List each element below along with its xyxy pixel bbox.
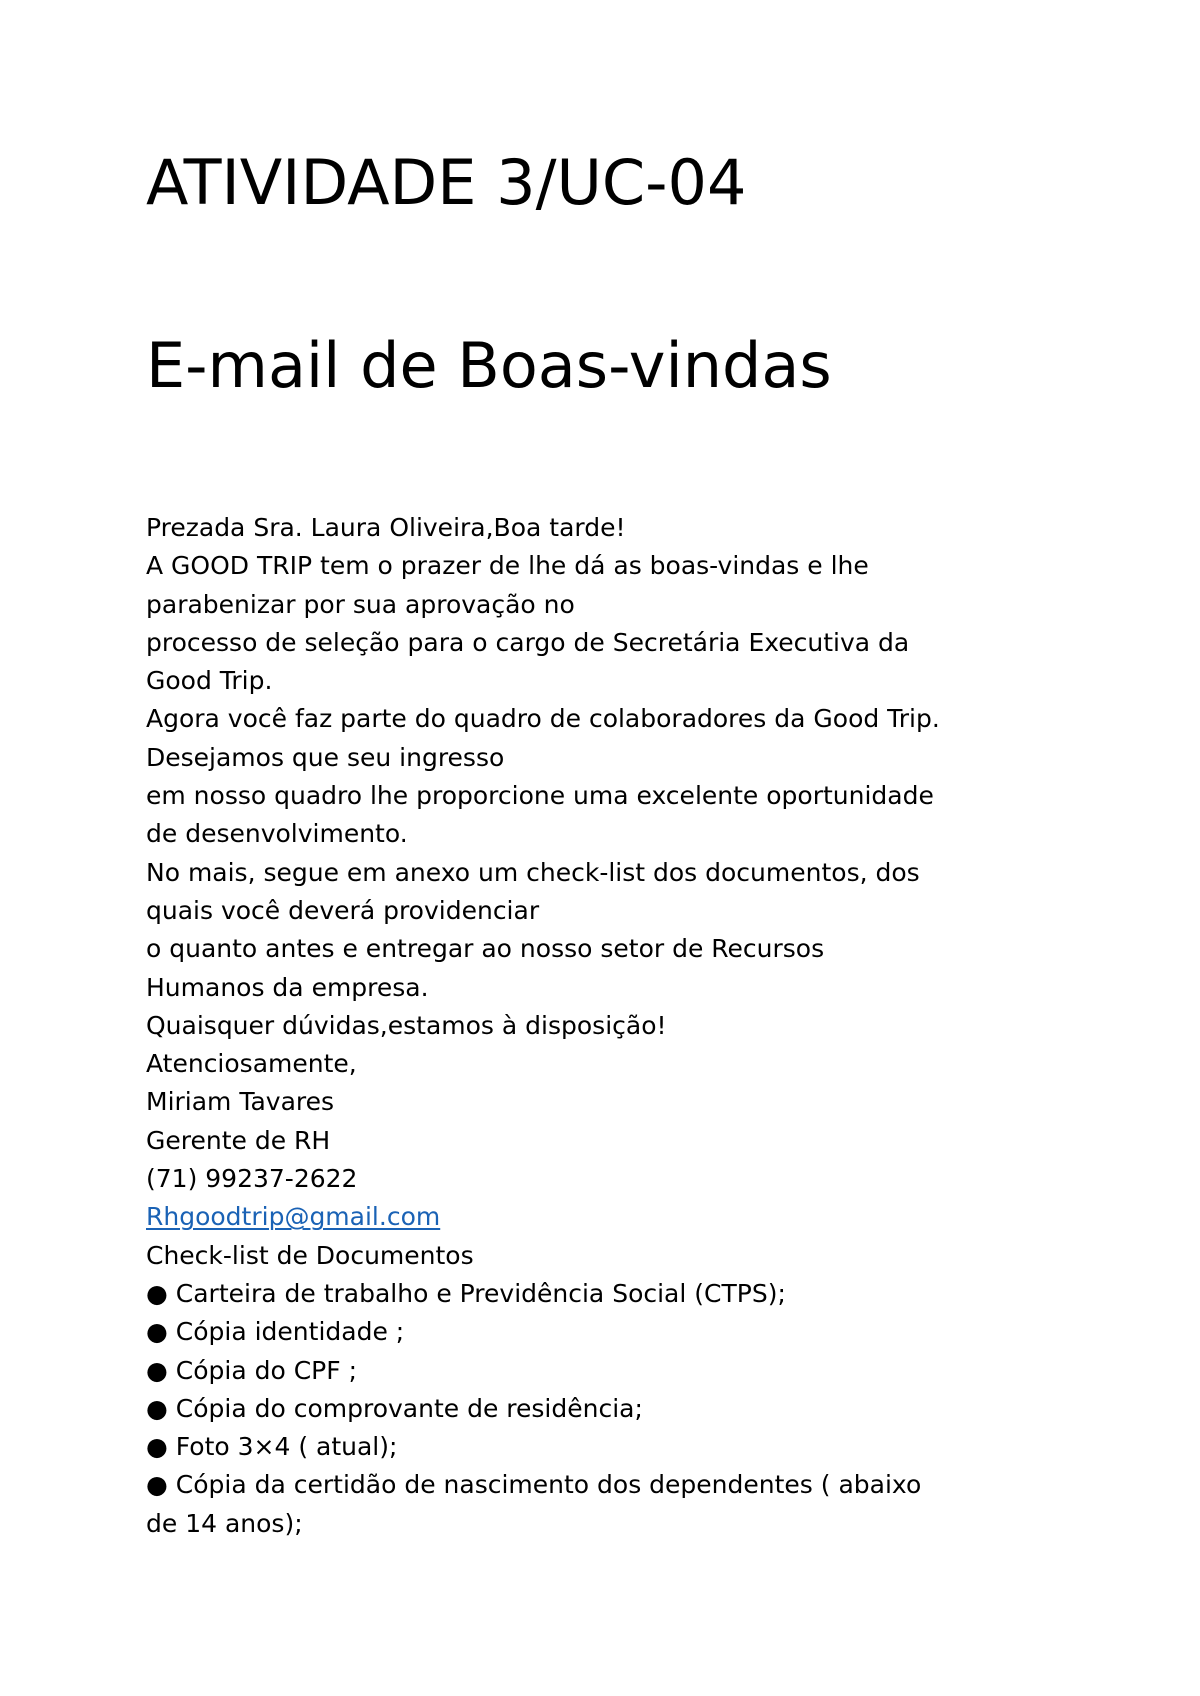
body-line: o quanto antes e entregar ao nosso setor de Recursos	[146, 934, 825, 964]
document-subtitle: E-mail de Boas-vindas	[146, 329, 832, 402]
checklist-item-text: Cópia da certidão de nascimento dos dependentes ( abaixo	[175, 1470, 922, 1500]
body-line: A GOOD TRIP tem o prazer de lhe dá as boas-vindas e lhe	[146, 551, 869, 581]
checklist-item	[146, 1428, 1066, 1466]
signature-role: Gerente de RH	[146, 1125, 331, 1155]
checklist-item-text: Cópia do comprovante de residência;	[175, 1393, 643, 1423]
checklist-title: Check-list de Documentos	[146, 1240, 474, 1270]
checklist-item	[146, 1390, 1066, 1428]
bullet-icon: ●	[146, 1393, 168, 1423]
checklist-item	[146, 1275, 1066, 1313]
body-line: Agora você faz parte do quadro de colaboradores da Good Trip.	[146, 704, 940, 734]
checklist-item-text: Carteira de trabalho e Previdência Social (CTPS);	[175, 1278, 786, 1308]
email-link[interactable]: Rhgoodtrip@gmail.com	[146, 1202, 441, 1232]
greeting-line: Prezada Sra. Laura Oliveira,Boa tarde!	[146, 513, 626, 542]
body-line: em nosso quadro lhe proporcione uma excelente oportunidade	[146, 781, 934, 811]
checklist-item	[146, 1466, 1066, 1504]
signature-phone: (71) 99237-2622	[146, 1164, 358, 1194]
checklist-item-text: Cópia identidade ;	[175, 1317, 405, 1347]
email-line	[146, 1198, 1066, 1236]
checklist-item	[146, 1313, 1066, 1351]
bullet-icon: ●	[146, 1470, 168, 1500]
checklist-item	[146, 1352, 1066, 1390]
signature-name: Miriam Tavares	[146, 1087, 335, 1117]
email-body	[146, 509, 1066, 1543]
body-line: Humanos da empresa.	[146, 972, 429, 1002]
checklist-item-continuation: de 14 anos);	[146, 1508, 303, 1538]
document-title: ATIVIDADE 3/UC-04	[146, 146, 747, 219]
bullet-icon: ●	[146, 1355, 168, 1385]
bullet-icon: ●	[146, 1317, 168, 1347]
body-line: processo de seleção para o cargo de Secretária Executiva da	[146, 627, 910, 657]
checklist-item-text: Cópia do CPF ;	[175, 1355, 358, 1385]
checklist-item-text: Foto 3×4 ( atual);	[175, 1432, 398, 1462]
body-line: parabenizar por sua aprovação no	[146, 589, 575, 619]
body-line: Desejamos que seu ingresso	[146, 742, 505, 772]
body-line: No mais, segue em anexo um check-list dos documentos, dos	[146, 857, 920, 887]
bullet-icon: ●	[146, 1432, 168, 1462]
body-line: de desenvolvimento.	[146, 819, 408, 849]
body-line: quais você deverá providenciar	[146, 895, 540, 925]
closing-line: Quaisquer dúvidas,estamos à disposição!	[146, 1010, 667, 1040]
body-line: Good Trip.	[146, 666, 273, 696]
sign-off-line: Atenciosamente,	[146, 1049, 357, 1079]
bullet-icon: ●	[146, 1278, 168, 1308]
